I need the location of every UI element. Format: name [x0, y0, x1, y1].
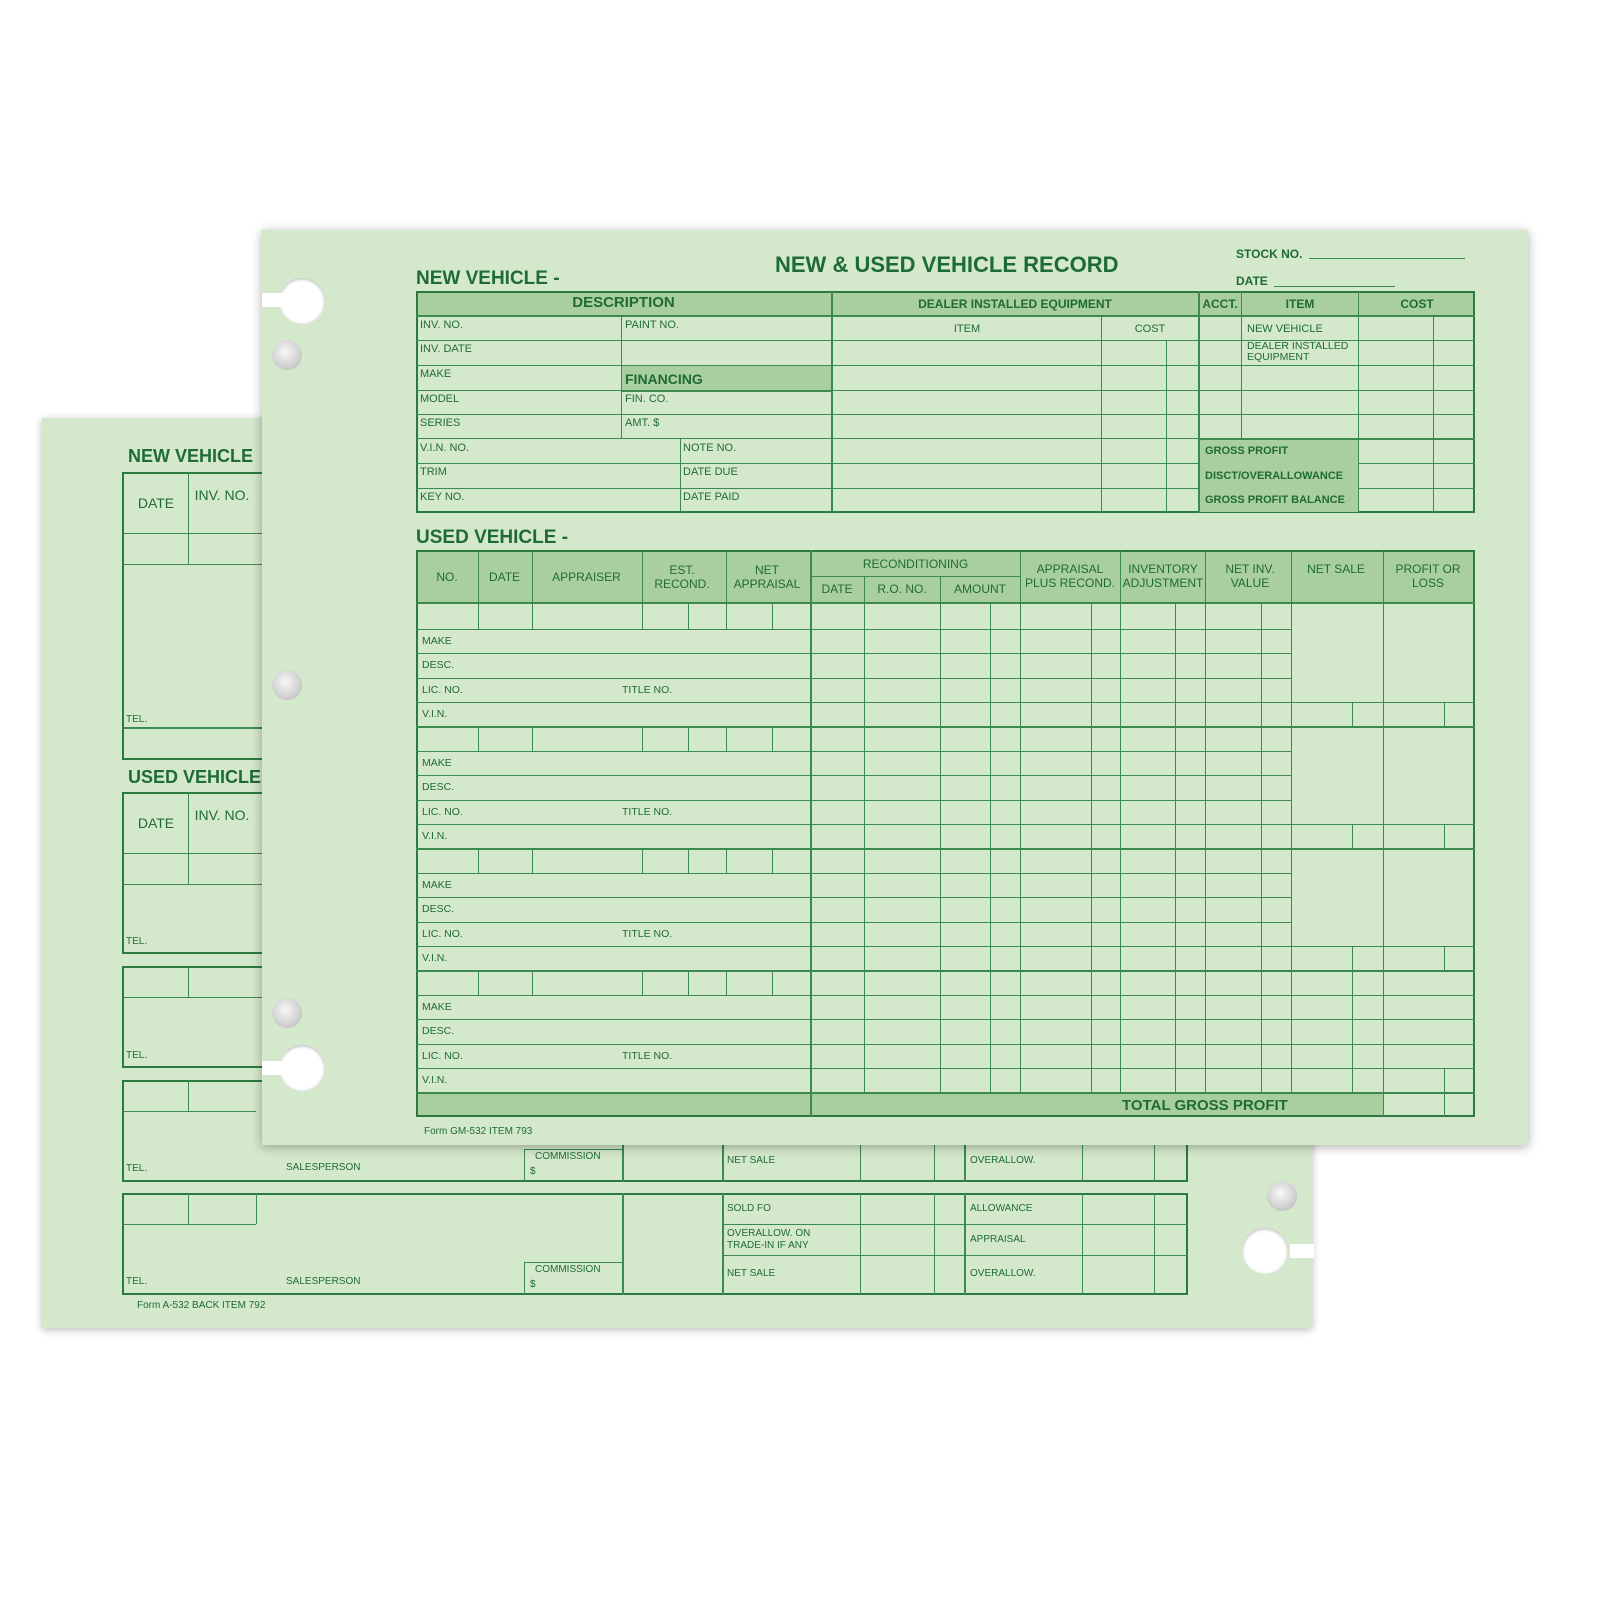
date-field[interactable] — [1274, 286, 1395, 287]
used-vin-field[interactable]: V.I.N. — [422, 952, 448, 964]
used-lic-no-field[interactable]: LIC. NO. — [422, 928, 463, 940]
col-ro-no-header: R.O. NO. — [877, 582, 927, 596]
back-dollar-sign: $ — [530, 1166, 536, 1177]
back-form-id: Form A-532 BACK ITEM 792 — [137, 1300, 266, 1311]
back-dollar-sign: $ — [530, 1279, 536, 1290]
col-reconditioning-header: RECONDITIONING — [862, 557, 969, 571]
binder-slot — [1290, 1244, 1314, 1258]
back-overallow-label: OVERALLOW. — [970, 1155, 1036, 1166]
col-net-inv-value-header: NET INV. VALUE — [1225, 562, 1275, 590]
item-header: ITEM — [1285, 297, 1315, 311]
used-vehicle-heading: USED VEHICLE - — [416, 527, 569, 548]
used-make-field[interactable]: MAKE — [422, 879, 452, 891]
model-field[interactable]: MODEL — [420, 393, 460, 405]
col-date-header: DATE — [488, 570, 521, 584]
gross-profit-label: GROSS PROFIT — [1205, 445, 1289, 457]
used-vin-field[interactable]: V.I.N. — [422, 708, 448, 720]
dealer-installed-header: DEALER INSTALLED EQUIPMENT — [918, 297, 1112, 311]
col-est-recond-header: EST. RECOND. — [654, 563, 710, 591]
back-used-vehicle-heading: USED VEHICLE — [128, 767, 262, 787]
col-no-header: NO. — [436, 570, 458, 584]
back-overallow-label: OVERALLOW. — [970, 1268, 1036, 1279]
summary-dealer-installed: DEALER INSTALLED EQUIPMENT — [1247, 340, 1349, 363]
back-tel-label: TEL. — [126, 1276, 148, 1287]
front-form-id: Form GM-532 ITEM 793 — [424, 1126, 533, 1137]
used-desc-field[interactable]: DESC. — [422, 659, 455, 671]
description-header: DESCRIPTION — [572, 294, 675, 311]
cost-header: COST — [1400, 297, 1434, 311]
back-overallow-trade-label: OVERALLOW. ON TRADE-IN IF ANY — [727, 1228, 811, 1251]
new-vehicle-heading: NEW VEHICLE - — [416, 268, 560, 289]
back-inv-no-label: INV. NO. — [194, 807, 250, 823]
date-label: DATE — [1236, 274, 1268, 288]
vin-no-field[interactable]: V.I.N. NO. — [420, 442, 470, 454]
acct-header: ACCT. — [1202, 297, 1238, 311]
back-salesperson-label: SALESPERSON — [286, 1276, 361, 1287]
summary-new-vehicle: NEW VEHICLE — [1247, 323, 1323, 335]
back-net-sale-label: NET SALE — [727, 1155, 776, 1166]
back-tel-label: TEL. — [126, 936, 148, 947]
stock-no-field[interactable] — [1309, 258, 1465, 259]
financing-header: FINANCING — [625, 371, 703, 387]
binder-hole-icon — [1242, 1228, 1288, 1274]
used-make-field[interactable]: MAKE — [422, 635, 452, 647]
front-form-sheet — [262, 230, 1528, 1145]
col-net-sale-header: NET SALE — [1307, 562, 1365, 576]
col-amount-header: AMOUNT — [954, 582, 1006, 596]
used-make-field[interactable]: MAKE — [422, 1001, 452, 1013]
inv-no-field[interactable]: INV. NO. — [420, 319, 463, 331]
used-desc-field[interactable]: DESC. — [422, 1025, 455, 1037]
used-title-no-field[interactable]: TITLE NO. — [622, 1050, 673, 1062]
total-gross-profit-label: TOTAL GROSS PROFIT — [1122, 1097, 1288, 1114]
binder-slot — [262, 293, 286, 307]
back-net-sale-label: NET SALE — [727, 1268, 776, 1279]
series-field[interactable]: SERIES — [420, 417, 461, 429]
back-date-label: DATE — [137, 815, 175, 831]
back-commission-label: COMMISSION — [535, 1264, 601, 1275]
disct-overallowance-label: DISCT/OVERALLOWANCE — [1205, 470, 1344, 482]
binder-hole-icon — [272, 670, 302, 700]
used-lic-no-field[interactable]: LIC. NO. — [422, 1050, 463, 1062]
binder-slot — [262, 1061, 286, 1075]
used-lic-no-field[interactable]: LIC. NO. — [422, 684, 463, 696]
back-allowance-label: ALLOWANCE — [970, 1203, 1033, 1214]
col-appraisal-plus-recond-header: APPRAISAL PLUS RECOND. — [1024, 562, 1116, 590]
back-appraisal-label: APPRAISAL — [970, 1234, 1026, 1245]
binder-hole-icon — [272, 998, 302, 1028]
binder-hole-icon — [1267, 1181, 1297, 1211]
used-desc-field[interactable]: DESC. — [422, 781, 455, 793]
col-inventory-adjustment-header: INVENTORY ADJUSTMENT — [1122, 562, 1204, 590]
back-tel-label: TEL. — [126, 1050, 148, 1061]
back-date-label: DATE — [137, 495, 175, 511]
used-title-no-field[interactable]: TITLE NO. — [622, 684, 673, 696]
used-title-no-field[interactable]: TITLE NO. — [622, 928, 673, 940]
stock-no-label: STOCK NO. — [1236, 247, 1303, 261]
col-profit-or-loss-header: PROFIT OR LOSS — [1395, 562, 1461, 590]
used-make-field[interactable]: MAKE — [422, 757, 452, 769]
col-recond-date-header: DATE — [821, 582, 853, 596]
used-vehicle-table — [416, 550, 1475, 1117]
key-no-field[interactable]: KEY NO. — [420, 491, 465, 503]
col-net-appraisal-header: NET APPRAISAL — [733, 563, 801, 591]
form-title: NEW & USED VEHICLE RECORD — [775, 252, 1119, 277]
back-commission-label: COMMISSION — [535, 1151, 601, 1162]
back-new-vehicle-heading: NEW VEHICLE — [128, 446, 254, 466]
gross-profit-balance-label: GROSS PROFIT BALANCE — [1205, 494, 1345, 506]
used-vin-field[interactable]: V.I.N. — [422, 830, 448, 842]
used-desc-field[interactable]: DESC. — [422, 903, 455, 915]
used-vin-field[interactable]: V.I.N. — [422, 1074, 448, 1086]
note-no-field[interactable]: NOTE NO. — [683, 442, 737, 454]
binder-hole-icon — [272, 340, 302, 370]
make-field[interactable]: MAKE — [420, 368, 452, 380]
used-title-no-field[interactable]: TITLE NO. — [622, 806, 673, 818]
back-sold-fo-label: SOLD FO — [727, 1203, 771, 1214]
back-tel-label: TEL. — [126, 1163, 148, 1174]
used-lic-no-field[interactable]: LIC. NO. — [422, 806, 463, 818]
paint-no-field[interactable]: PAINT NO. — [625, 319, 679, 331]
date-due-field[interactable]: DATE DUE — [683, 466, 738, 478]
fin-co-field[interactable]: FIN. CO. — [625, 393, 669, 405]
dealer-cost-label: COST — [1134, 323, 1166, 335]
back-tel-label: TEL. — [126, 714, 148, 725]
trim-field[interactable]: TRIM — [420, 466, 447, 478]
back-salesperson-label: SALESPERSON — [286, 1162, 361, 1173]
col-appraiser-header: APPRAISER — [552, 570, 621, 584]
amt-field[interactable]: AMT. $ — [625, 417, 660, 429]
dealer-item-label: ITEM — [953, 323, 981, 335]
date-paid-field[interactable]: DATE PAID — [683, 491, 740, 503]
back-inv-no-label: INV. NO. — [194, 487, 250, 503]
inv-date-field[interactable]: INV. DATE — [420, 343, 472, 355]
